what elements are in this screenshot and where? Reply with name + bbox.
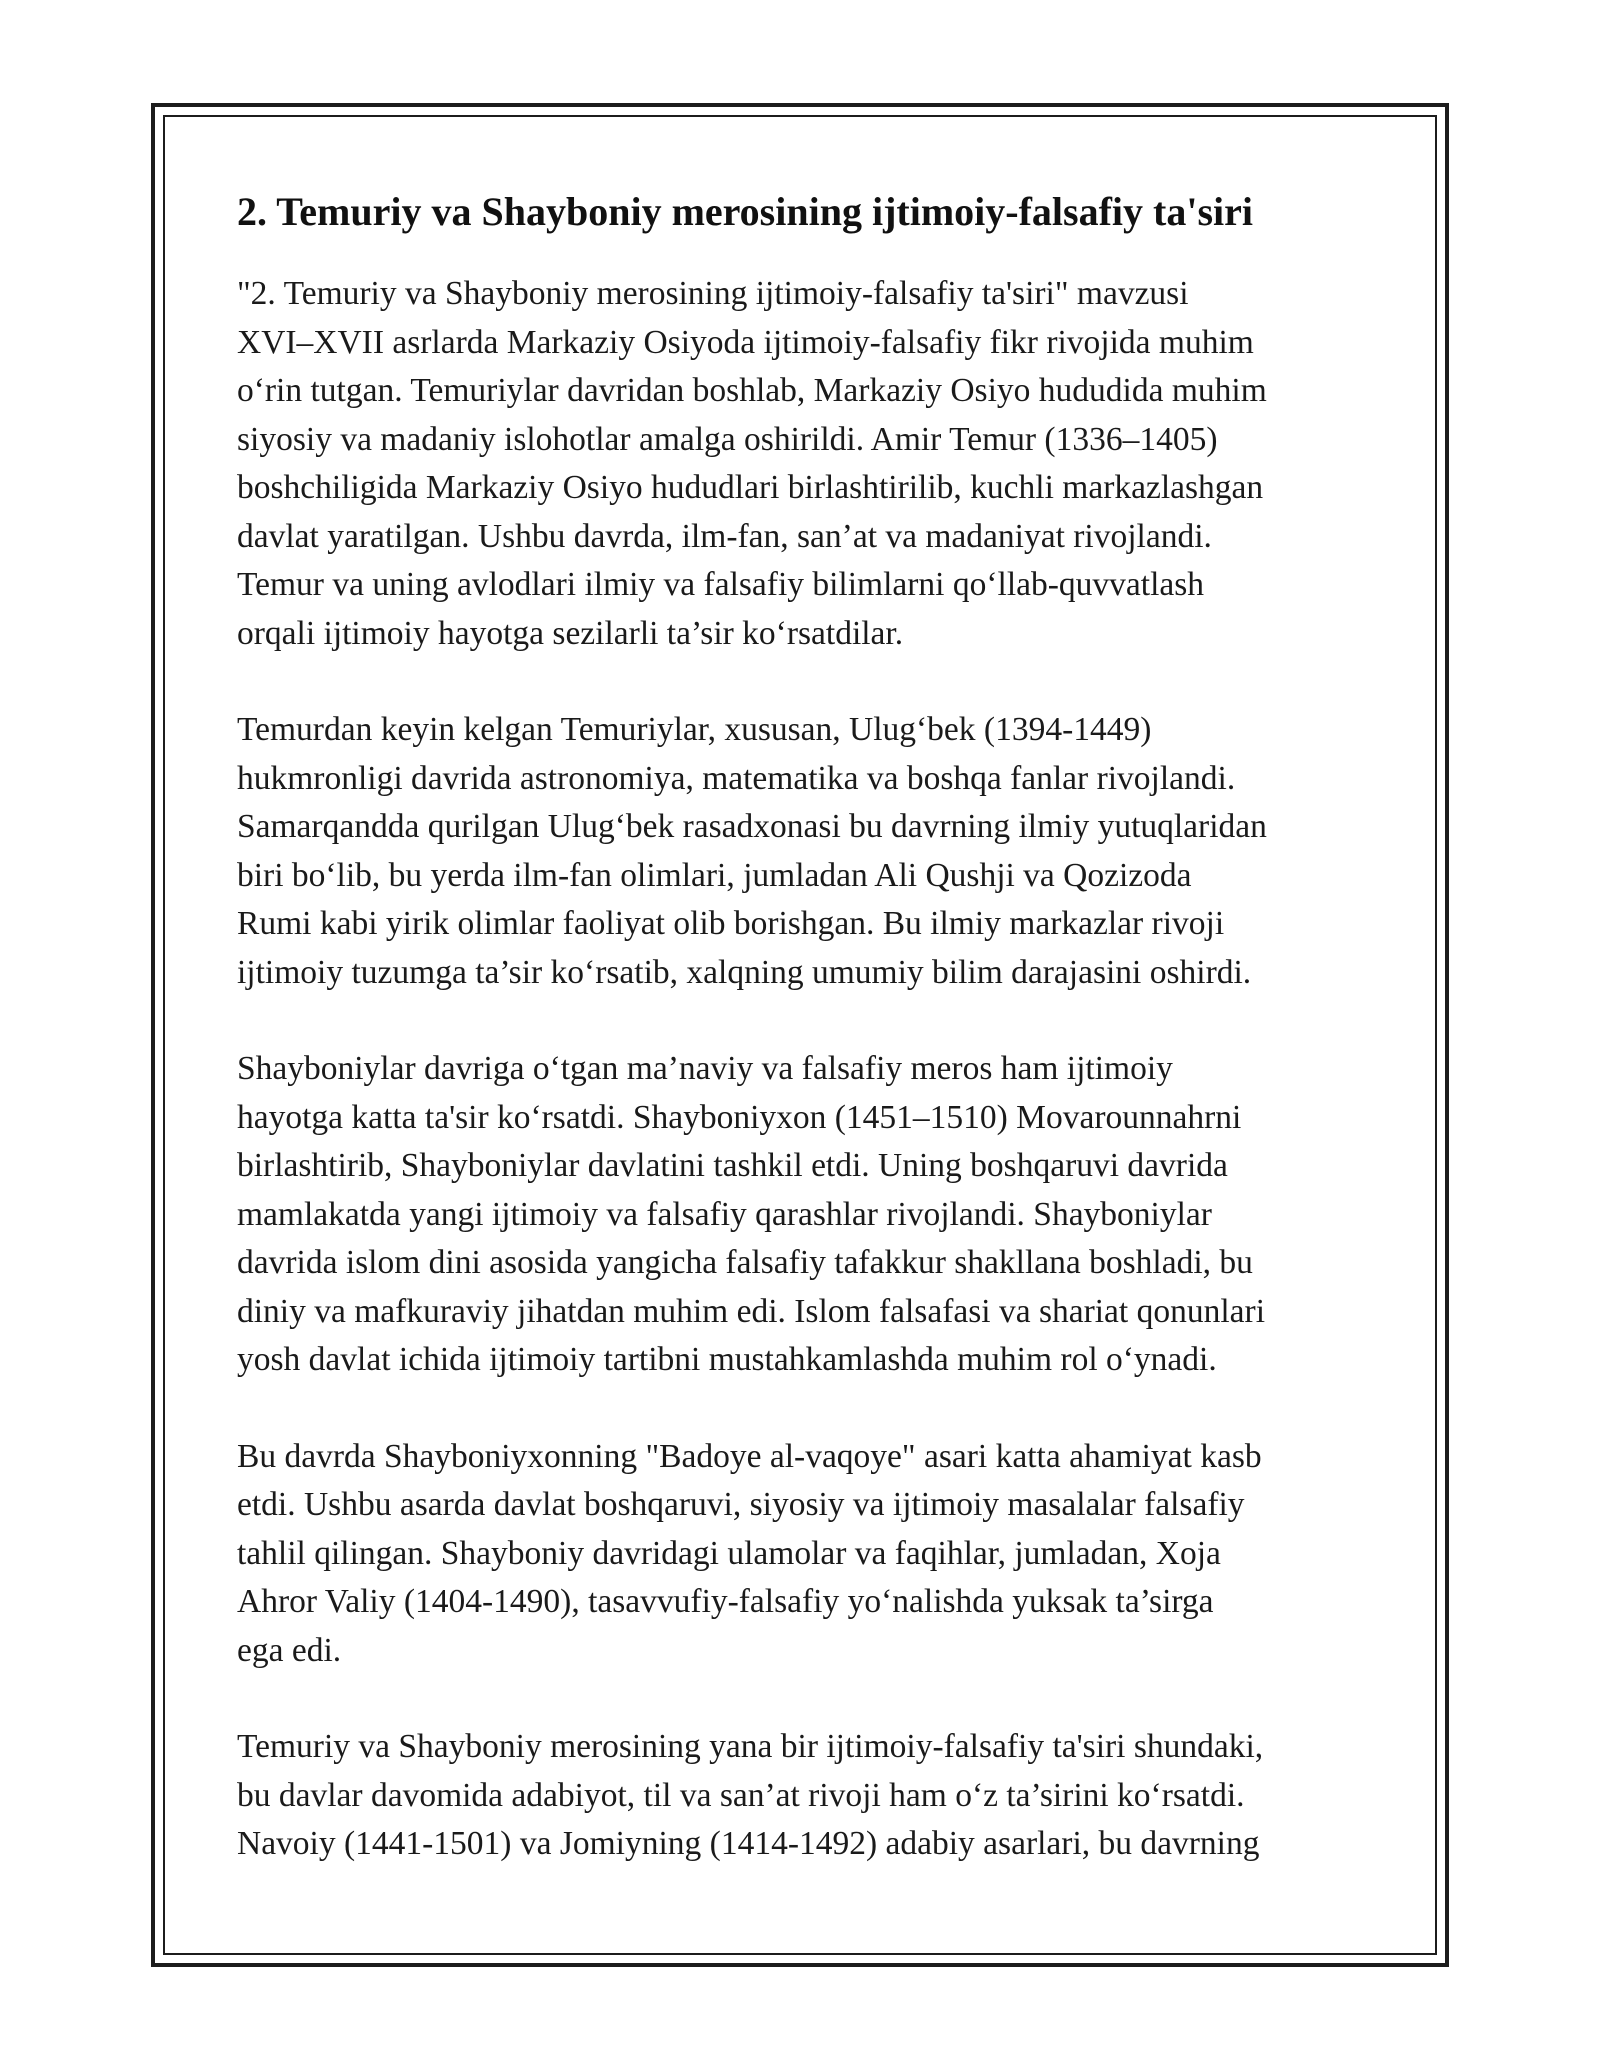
paragraph-5 — [237, 1723, 1377, 1869]
paragraph-line: ega edi. — [237, 1631, 342, 1669]
paragraph-line: Ahror Valiy (1404-1490), tasavvufiy-falsafiy yoʻnalishda yuksak ta’sirga — [237, 1583, 1214, 1620]
paragraph-line: birlashtirib, Shayboniylar davlatini tashkil etdi. Uning boshqaruvi davrida — [237, 1147, 1228, 1184]
paragraph-3 — [237, 1045, 1377, 1385]
paragraph-line: Temurdan keyin kelgan Temuriylar, xususan, Ulugʻbek (1394-1449) — [237, 711, 1152, 748]
paragraph-line: Navoiy (1441-1501) va Jomiyning (1414-1492) adabiy asarlari, bu davrning — [237, 1825, 1260, 1862]
paragraph-line: Rumi kabi yirik olimlar faoliyat olib borishgan. Bu ilmiy markazlar rivoji — [237, 905, 1225, 942]
paragraph-2 — [237, 706, 1377, 997]
paragraph-line: XVI–XVII asrlarda Markaziy Osiyoda ijtimoiy-falsafiy fikr rivojida muhim — [237, 323, 1254, 361]
document-title: 2. Temuriy va Shayboniy merosining ijtimoiy-falsafiy ta'siri — [237, 189, 1253, 234]
paragraph-line: siyosiy va madaniy islohotlar amalga oshirildi. Amir Temur (1336–1405) — [237, 420, 1218, 458]
paragraph-line: davlat yaratilgan. Ushbu davrda, ilm-fan, san’at va madaniyat rivojlandi. — [237, 517, 1212, 555]
paragraph-line: davrida islom dini asosida yangicha falsafiy tafakkur shakllana boshladi, bu — [237, 1244, 1253, 1281]
paragraph-line: "2. Temuriy va Shayboniy merosining ijtimoiy-falsafiy ta'siri" mavzusi — [237, 275, 1189, 312]
paragraph-line: Shayboniylar davriga oʻtgan ma’naviy va falsafiy meros ham ijtimoiy — [237, 1050, 1173, 1087]
paragraph-line: oʻrin tutgan. Temuriylar davridan boshlab, Markaziy Osiyo hududida muhim — [237, 372, 1267, 409]
paragraph-line: ijtimoiy tuzumga ta’sir koʻrsatib, xalqning umumiy bilim darajasini oshirdi. — [237, 953, 1252, 991]
paragraph-line: biri boʻlib, bu yerda ilm-fan olimlari, jumladan Ali Qushji va Qozizoda — [237, 856, 1192, 894]
document-body — [237, 186, 1377, 1917]
paragraph-line: diniy va mafkuraviy jihatdan muhim edi. Islom falsafasi va shariat qonunlari — [237, 1292, 1265, 1330]
paragraph-1 — [237, 270, 1377, 658]
paragraph-line: Temuriy va Shayboniy merosining yana bir ijtimoiy-falsafiy ta'siri shundaki, — [237, 1728, 1264, 1765]
paragraph-line: boshchiligida Markaziy Osiyo hududlari birlashtirilib, kuchli markazlashgan — [237, 469, 1264, 506]
paragraph-line: etdi. Ushbu asarda davlat boshqaruvi, siyosiy va ijtimoiy masalalar falsafiy — [237, 1486, 1245, 1523]
paragraph-line: Temur va uning avlodlari ilmiy va falsafiy bilimlarni qoʻllab-quvvatlash — [237, 566, 1205, 603]
paragraph-line: bu davlar davomida adabiyot, til va san’at rivoji ham oʻz ta’sirini koʻrsatdi. — [237, 1776, 1245, 1814]
paragraph-line: tahlil qilingan. Shayboniy davridagi ulamolar va faqihlar, jumladan, Xoja — [237, 1534, 1221, 1572]
paragraph-line: Samarqandda qurilgan Ulugʻbek rasadxonasi bu davrning ilmiy yutuqlaridan — [237, 808, 1267, 845]
paragraph-line: Bu davrda Shayboniyxonning "Badoye al-vaqoye" asari katta ahamiyat kasb — [237, 1437, 1262, 1475]
paragraph-line: yosh davlat ichida ijtimoiy tartibni mustahkamlashda muhim rol oʻynadi. — [237, 1341, 1217, 1378]
paragraph-line: orqali ijtimoiy hayotga sezilarli ta’sir koʻrsatdilar. — [237, 614, 904, 652]
paragraph-line: hukmronligi davrida astronomiya, matematika va boshqa fanlar rivojlandi. — [237, 759, 1236, 797]
paragraph-line: hayotga katta ta'sir koʻrsatdi. Shayboniyxon (1451–1510) Movarounnahrni — [237, 1098, 1242, 1136]
paragraph-4 — [237, 1433, 1377, 1676]
paragraph-line: mamlakatda yangi ijtimoiy va falsafiy qarashlar rivojlandi. Shayboniylar — [237, 1195, 1212, 1233]
